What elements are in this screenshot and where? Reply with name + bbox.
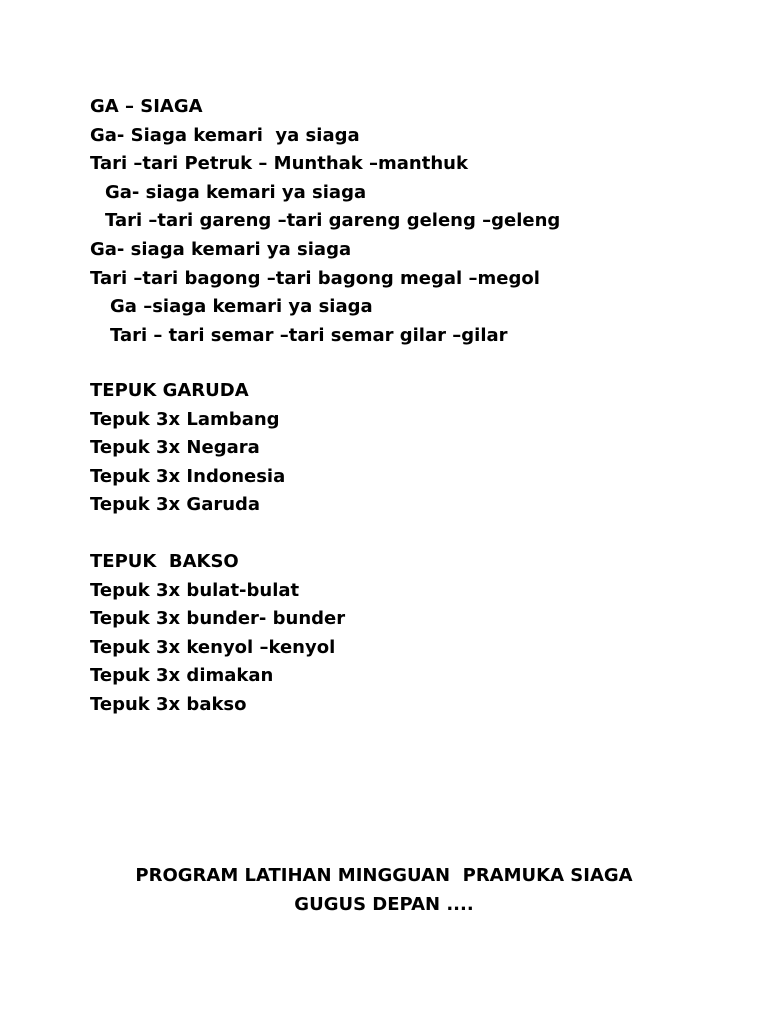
tepuk-line: Tepuk 3x kenyol –kenyol [90, 636, 336, 658]
song-line: Ga- siaga kemari ya siaga [90, 238, 352, 260]
song-line: Ga- Siaga kemari ya siaga [90, 124, 360, 146]
tepuk-line: Tepuk 3x Garuda [90, 494, 261, 516]
tepuk-bakso-title: TEPUK BAKSO [90, 551, 239, 572]
song-line: Tari –tari Petruk – Munthak –manthuk [90, 153, 468, 175]
tepuk-line: Tepuk 3x Indonesia [90, 465, 286, 487]
song-line: Tari –tari bagong –tari bagong megal –megol [90, 267, 540, 289]
tepuk-line: Tepuk 3x Lambang [90, 408, 280, 430]
song-line: Tari –tari gareng –tari gareng geleng –geleng [105, 210, 561, 232]
tepuk-bakso-section [90, 548, 730, 720]
tepuk-line: Tepuk 3x Negara [90, 437, 260, 459]
song-line: Ga- siaga kemari ya siaga [105, 181, 367, 203]
song-line: Ga –siaga kemari ya siaga [110, 296, 373, 318]
tepuk-line: Tepuk 3x bakso [90, 693, 247, 715]
program-heading-line-1: PROGRAM LATIHAN MINGGUAN PRAMUKA SIAGA [135, 865, 633, 886]
song-title: GA – SIAGA [90, 96, 203, 117]
tepuk-line: Tepuk 3x bulat-bulat [90, 579, 300, 601]
song-ga-siaga [90, 93, 730, 350]
song-line: Tari – tari semar –tari semar gilar –gilar [110, 324, 508, 346]
tepuk-line: Tepuk 3x bunder- bunder [90, 608, 346, 630]
program-heading-line-2: GUGUS DEPAN .... [294, 893, 474, 915]
tepuk-garuda-section [90, 377, 730, 520]
tepuk-garuda-title: TEPUK GARUDA [90, 380, 249, 401]
tepuk-line: Tepuk 3x dimakan [90, 665, 274, 687]
program-heading [0, 862, 768, 919]
